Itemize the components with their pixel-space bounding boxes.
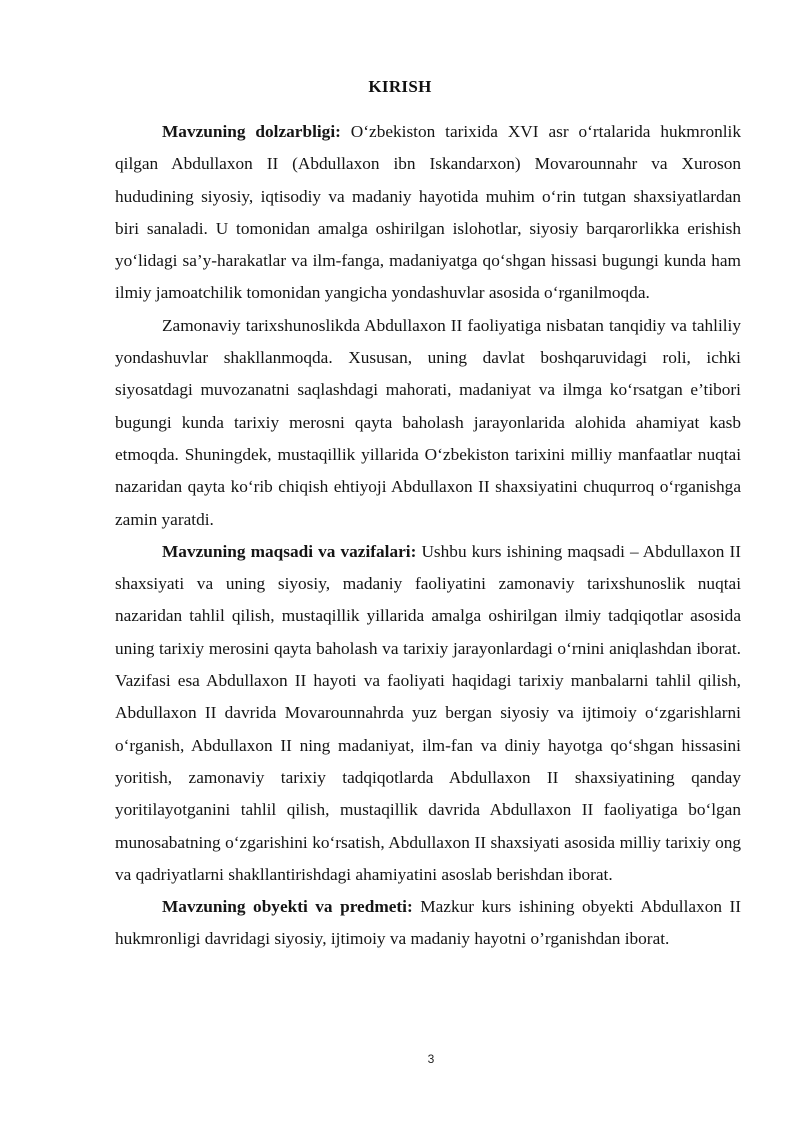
section-heading: KIRISH	[368, 77, 432, 96]
paragraph-text: Zamonaviy tarixshunoslikda Abdullaxon II faoliyatiga nisbatan tanqidiy va tahliliy yondashuvlar shakllanmoqda. Xususan, uning davlat boshqaruvidagi roli, ichki siyosatdagi muvozanatni saqlashdagi mahorati, madaniyat va ilmga ko‘rsatgan e’tibori bugungi kunda tarixiy merosni qayta baholash jarayonlarida alohida ahamiyat kasb etmoqda. Shuningdek, mustaqillik yillarida O‘zbekiston tarixini milliy manfaatlar nuqtai nazaridan qayta ko‘rib chiqish ehtiyoji Abdullaxon II shaxsiyatini chuqurroq o‘rganishga zamin yaratdi.	[115, 315, 741, 529]
page-number: 3	[427, 1052, 435, 1066]
paragraph-text: Ushbu kurs ishining maqsadi – Abdullaxon II shaxsiyati va uning siyosiy, madaniy faoliyatini zamonaviy tarixshunoslik nuqtai nazaridan tahlil qilish, mustaqillik yillarida amalga oshirilgan ilmiy tadqiqotlar asosida uning tarixiy merosini qayta baholash va tarixiy jarayonlardagi o‘rnini aniqlashdan iborat. Vazifasi esa Abdullaxon II hayoti va faoliyati haqidagi tarixiy manbalarni tahlil qilish, Abdullaxon II davrida Movarounnahrda yuz bergan siyosiy va ijtimoiy o‘zgarishlarni o‘rganish, Abdullaxon II ning madaniyat, ilm-fan va diniy hayotga qo‘shgan hissasini yoritish, zamonaviy tarixiy tadqiqotlarda Abdullaxon II shaxsiyatining qanday yoritilayotganini tahlil qilish, mustaqillik davrida Abdullaxon II faoliyatiga bo‘lgan munosabatning o‘zgarishini ko‘rsatish, Abdullaxon II shaxsiyati asosida milliy tarixiy ong va qadriyatlarni shakllantirishdagi ahamiyatini asoslab berishdan iborat.	[115, 541, 741, 884]
body-text	[115, 116, 741, 956]
paragraph-text: Mazkur kurs ishining obyekti Abdullaxon II hukmronligi davridagi siyosiy, ijtimoiy va madaniy hayotni o’rganishdan iborat.	[115, 897, 742, 949]
paragraph-lead: Mavzuning dolzarbligi:	[162, 122, 341, 141]
paragraph-text: O‘zbekiston tarixida XVI asr o‘rtalarida hukmronlik qilgan Abdullaxon II (Abdullaxon ibn Iskandarxon) Movarounnahr va Xuroson hududining siyosiy, iqtisodiy va madaniy hayotida muhim o‘rin tutgan shaxsiyatlardan biri sanaladi. U tomonidan amalga oshirilgan islohotlar, siyosiy barqarorlikka erishish yo‘lidagi sa’y-harakatlar va ilm-fanga, madaniyatga qo‘shgan hissasi bugungi kunda ham ilmiy jamoatchilik tomonidan yangicha yondashuvlar asosida o‘rganilmoqda.	[115, 122, 741, 303]
paragraph-lead: Mavzuning maqsadi va vazifalari:	[162, 541, 417, 561]
paragraph-object	[115, 891, 741, 956]
paragraph-goals	[115, 536, 741, 891]
paragraph-relevance	[115, 116, 741, 310]
paragraph-lead: Mavzuning obyekti va predmeti:	[162, 897, 413, 917]
paragraph-historiography	[115, 310, 741, 536]
